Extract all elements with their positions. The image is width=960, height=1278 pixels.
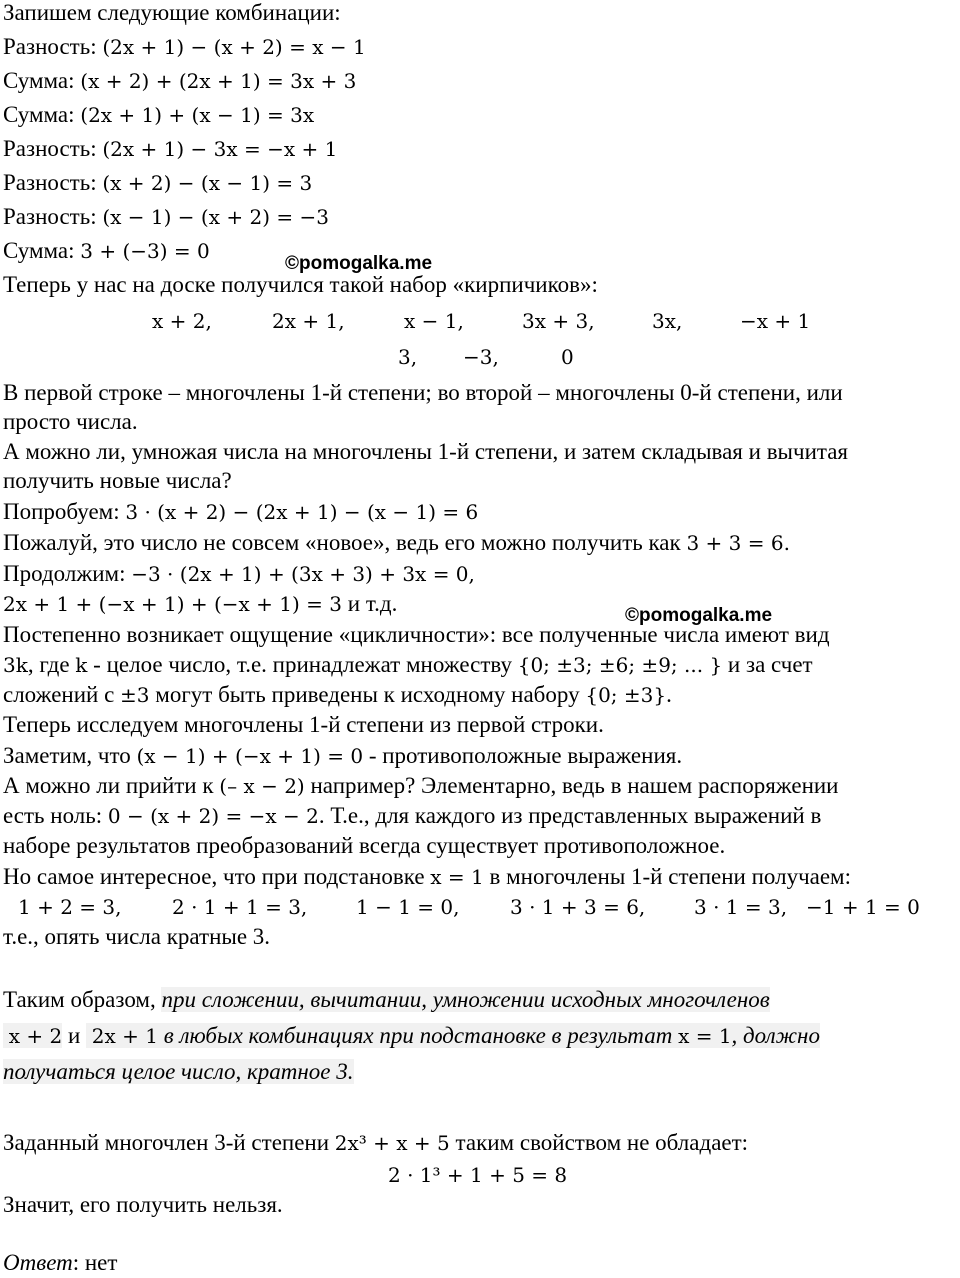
text: . Т.е., для каждого из представленных выражений в [318,803,822,828]
set-line: наборе результатов преобразований всегда существует противоположное. [3,833,726,858]
try-label: Попробуем: [3,499,126,524]
substitution-result: −1 + 1 = 0 [806,895,920,919]
highlight [86,1023,820,1048]
combo-label: Сумма: [3,238,81,263]
math: 3k [3,653,28,677]
brick: x + 2, [152,309,212,333]
math: ±3 [120,683,150,707]
highlight: получаться целое число, кратное 3. [3,1059,354,1084]
substitution-result: 3 · 1 + 3 = 6, [510,895,646,919]
combo-expr: (x − 1) − (x + 2) = −3 [102,205,329,229]
combo-label: Сумма: [3,102,81,127]
conclusion-line [3,1057,354,1087]
note-line [3,741,682,771]
perhaps-text: Пожалуй, это число не совсем «новое», ведь его можно получить как [3,530,687,555]
highlight [3,1023,62,1048]
answer-value: : нет [72,1250,118,1275]
combo-line [3,168,312,198]
watermark: ©pomogalka.me [285,253,433,274]
combo-expr: (x + 2) + (2x + 1) = 3x + 3 [80,69,357,93]
try-expr: 3 · (x + 2) − (2x + 1) − (x − 1) = 6 [125,500,479,524]
combo-expr: (2x + 1) − (x + 2) = x − 1 [102,35,366,59]
math: {0; ±3} [585,683,667,707]
paragraph-line: просто числа. [3,409,138,434]
text: могут быть приведены к исходному набору [149,682,586,707]
text: например? Элементарно, ведь в нашем распоряжении [304,773,839,798]
explore-line: Теперь исследуем многочлены 1-й степени из первой строки. [3,712,604,737]
combo-expr: (2x + 1) − 3x = −x + 1 [102,137,338,161]
math: x + 2 [8,1024,63,1048]
brick: 3, [398,345,418,369]
zero-line [3,801,821,831]
paragraph-line: В первой строке – многочлены 1-й степени; во второй – многочлены 0-й степени, или [3,380,843,405]
substitution-line [3,862,851,892]
brick: 2x + 1, [272,309,345,333]
text: . [666,682,672,707]
math: (x − 1) + (−x + 1) = 0 [136,744,364,768]
combo-line [3,236,210,266]
text: и [62,1023,87,1048]
brick: x − 1, [404,309,464,333]
substitution-result: 1 + 2 = 3, [18,895,122,919]
given-calc: 2 · 1³ + 1 + 5 = 8 [388,1163,568,1187]
math: 2x + 1 [91,1024,158,1048]
text: - противоположные выражения. [363,743,683,768]
text: Заметим, что [3,743,137,768]
brick: −x + 1 [740,309,811,333]
means-line: Значит, его получить нельзя. [3,1192,283,1217]
conclusion-line [3,1021,820,1051]
combo-label: Разность: [3,136,103,161]
bricks-intro: Теперь у нас на доске получился такой набор «кирпичиков»: [3,272,598,297]
text: в любых комбинациях при подстановке в результат [158,1023,679,1048]
paragraph-line: А можно ли, умножая числа на многочлены 1-й степени, и затем складывая и вычитая [3,439,849,464]
text: Заданный многочлен 3-й степени [3,1130,335,1155]
brick: 0 [561,345,574,369]
text: сложений с [3,682,121,707]
combo-label: Разность: [3,34,103,59]
combo-label: Разность: [3,170,103,195]
text: и за счет [722,652,813,677]
continue2-line [3,589,397,619]
brick: 3x, [652,309,683,333]
combo-label: Разность: [3,204,103,229]
text: , где [27,652,76,677]
continue-line [3,559,475,589]
text: есть ноль: [3,803,108,828]
text: Но самое интересное, что при подстановке [3,864,431,889]
answer-label: Ответ [3,1250,73,1275]
cyclic-line [3,680,672,710]
given-line [3,1128,748,1158]
brick: −3, [463,345,499,369]
text: , должно [731,1023,820,1048]
combo-line [3,100,314,130]
combo-label: Сумма: [3,68,81,93]
text: в многочлены 1-й степени получаем: [483,864,852,889]
cyclic-line [3,650,813,680]
combo-expr: (x + 2) − (x − 1) = 3 [102,171,313,195]
math: 2x³ + x + 5 [334,1131,450,1155]
substitution-result: 3 · 1 = 3, [694,895,788,919]
brick: 3x + 3, [522,309,595,333]
math: x = 1 [430,865,484,889]
combo-line [3,32,366,62]
perhaps-expr: 3 + 3 = 6. [686,531,790,555]
cyclic-line: Постепенно возникает ощущение «цикличности»: все полученные числа имеют вид [3,622,830,647]
continue-label: Продолжим: [3,561,132,586]
combo-line [3,202,329,232]
math: x = 1 [678,1024,732,1048]
continue2-expr: 2x + 1 + (−x + 1) + (−x + 1) = 3 [3,592,343,616]
combo-expr: 3 + (−3) = 0 [80,239,210,263]
highlight: при сложении, вычитании, умножении исходных многочленов [161,987,770,1012]
combo-expr: (2x + 1) + (x − 1) = 3x [80,103,315,127]
question-line [3,771,839,801]
text: А можно ли прийти к [3,773,220,798]
math: {0; ±3; ±6; ±9; ... } [517,653,723,677]
text: Таким образом, [3,987,162,1012]
math: (– x − 2) [219,774,305,798]
text: таким свойством не обладает: [449,1130,749,1155]
substitution-result: 1 − 1 = 0, [356,895,460,919]
math: k [75,653,88,677]
perhaps-line [3,528,790,558]
intro-text: Запишем следующие комбинации: [3,0,341,25]
combo-line [3,134,337,164]
math: 0 − (x + 2) = −x − 2 [107,804,319,828]
paragraph-line: получить новые числа? [3,468,232,493]
continue-expr: −3 · (2x + 1) + (3x + 3) + 3x = 0, [131,562,475,586]
watermark: ©pomogalka.me [625,605,773,626]
substitution-result: 2 · 1 + 1 = 3, [172,895,308,919]
combo-line [3,66,356,96]
try-line [3,497,478,527]
answer-line [3,1248,117,1278]
conclusion-line [3,985,770,1015]
text: - целое число, т.е. принадлежат множеству [87,652,518,677]
continue2-tail: и т.д. [342,591,398,616]
again-line: т.е., опять числа кратные 3. [3,924,271,949]
